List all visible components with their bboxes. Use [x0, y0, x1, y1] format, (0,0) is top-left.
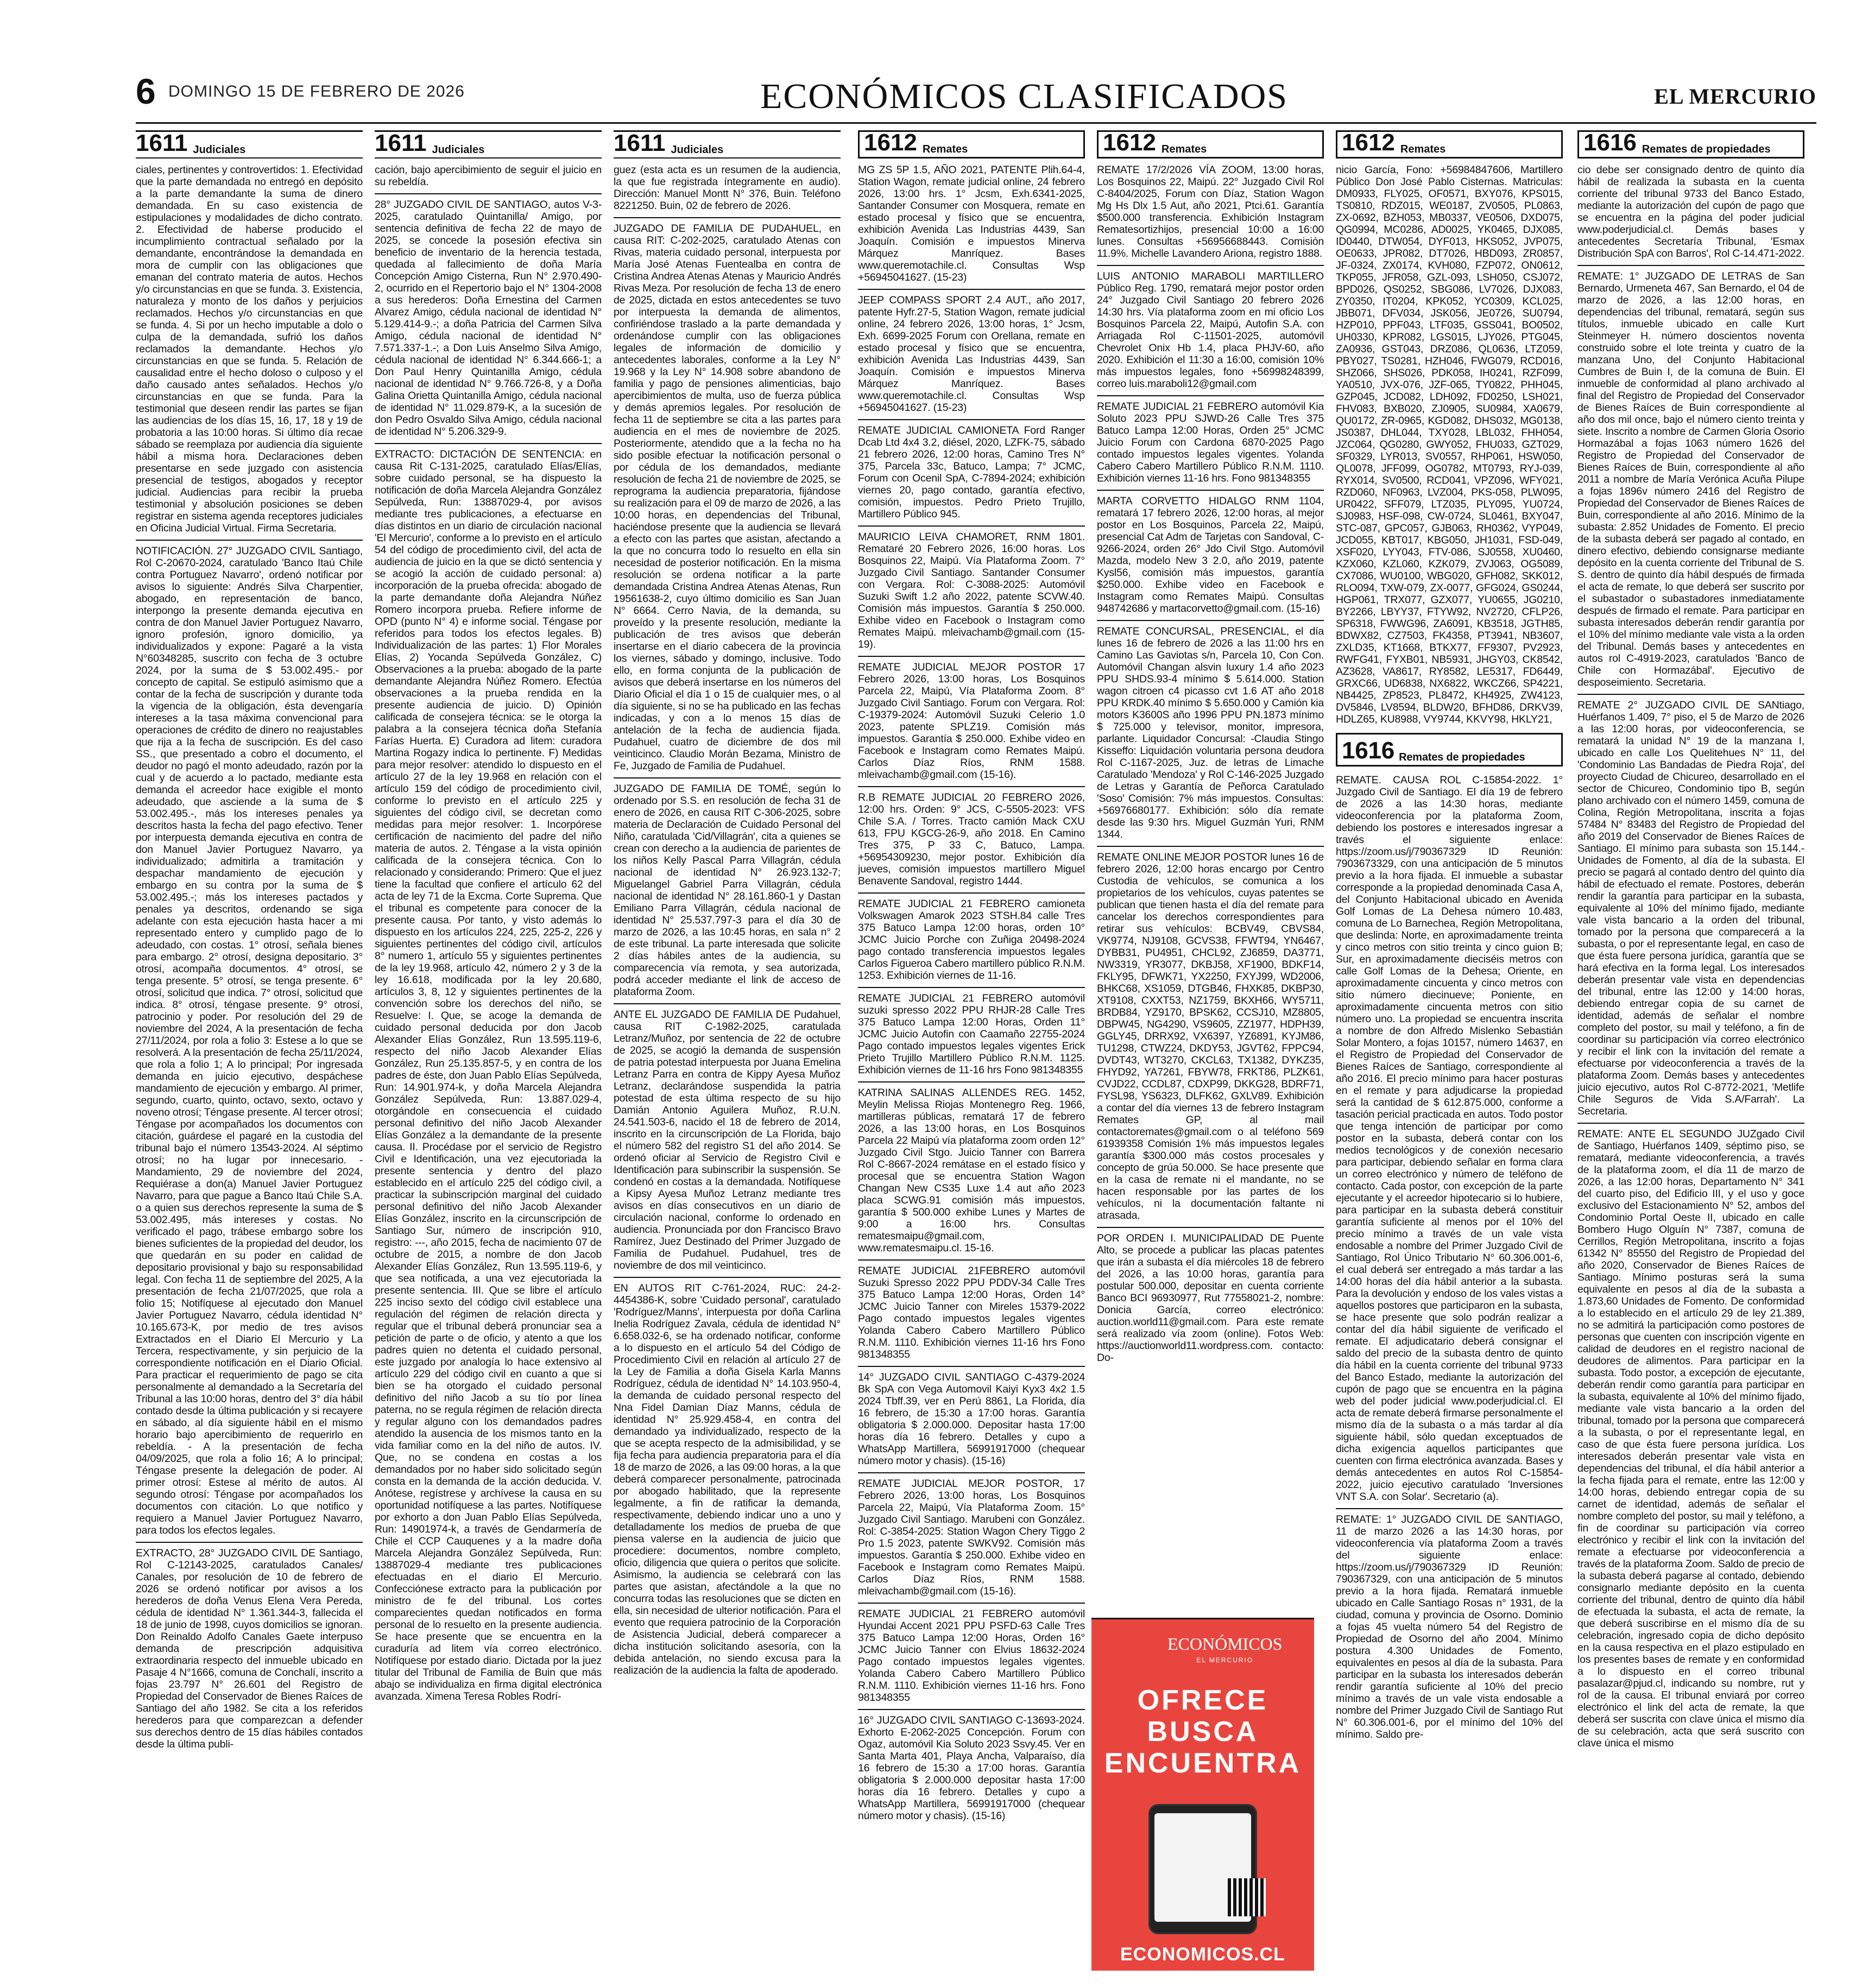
notice-separator [858, 1472, 1085, 1473]
classified-notice: REMATE JUDICIAL 21 FEBRERO automóvil suzuki spresso 2022 PPU RHJR-28 Calle Tres 375 Batuco Lampa 12:00 Horas, Orden 11° JCMC Juicio Autofin con Caamaño 22755-2024 Pago contado impuestos legales vigentes Erick Prieto Trujillo Martillero Público R.N.M. 1125. Exhibición viernes de 11-16 hrs Fono 981348355 [858, 992, 1085, 1076]
newspaper-brand: EL MERCURIO [1654, 84, 1816, 109]
notice-separator [1097, 265, 1324, 266]
notice-separator [858, 1259, 1085, 1261]
page-date: DOMINGO 15 DE FEBRERO DE 2026 [168, 83, 465, 100]
classified-notice: REMATE ONLINE MEJOR POSTOR lunes 16 de febrero 2026, 12:00 horas encargo por Centro Custodia de vehículos, se comunica a los propietarios de los vehículos, cuyas patentes se publican que tienen hasta el día del remate para cancelar los derechos correspondientes para retirar sus vehículos: BCBV49, CBVS84, VK9774, NJ9108, GCVS38, FFWT94, YN6467, DYBB31, PU4951, CHCL92, ZJ6859, DA3771, NW3319, YR3077, DKBJ58, XF1900, BDKF14, FKLY95, DFWK71, YX2250, FXYJ99, WD2006, BHKC68, XS1059, DTGB46, FHXK85, DKBP30, XT9108, CXXT53, NZ1759, BKXH66, WY5711, BRDB84, YZ9170, BPSK62, CCSJ10, MZ8805, DBPW45, NG4290, VS9605, ZZ1977, HDPH39, GGLY45, DRRX92, VX6397, YZ6891, KYJM86, TU1298, CTWZ24, DKDY53, JGVT62, FPPC94, DVDT43, WT3270, CKCL63, TX1382, DYKZ35, FHYD92, YA7261, FBYW78, FRKT86, PLZK61, CVJD22, CCDL87, CDXP99, DKKG28, BDRF71, FYSL98, YS6323, DLFK62, GXLV89. Exhibición a contar del día viernes 13 de febrero Instagram Remates GP, al mail contactoremates@gmail.com o al teléfono 569 61939358 Comisión 1% más impuestos legales garantía $300.000 más costos procesales y concepto de grúa 50.000. Se hace presente que en la casa de remate ni el mandante, no se hacen responsable por las partes de los vehículos, ni la documentación faltante ni atrasada. [1097, 851, 1324, 1221]
classified-notice: REMATE: ANTE EL SEGUNDO JUZgado Civil de Santiago, Huérfanos 1409, séptimo piso, se rematará, mediante videoconferencia, a través de la plataforma zoom, el día 11 de marzo de 2026, a las 12:00 horas, Departamento N° 341 del cuarto piso, del Edificio III, y el uso y goce exclusivo del Estacionamiento N° 52, ambos del Condominio Portal Oeste II, ubicado en calle Bombero Hugo Olguín N° 7387, comuna de Cerrillos, Región Metropolitana, inscrito a fojas 61342 N° 85550 del Registro de Propiedad del año 2020, Conservador de Bienes Raíces de Santiago. Mínimo posturas será la suma equivalente en pesos al día de la subasta a 1.873,60 Unidades de Fomento. De conformidad a lo establecido en el artículo 29 de ley 21.389, no se admitirá la participación como postores de personas que cuenten con inscripción vigente en calidad de deudores en el registro nacional de deudores de alimentos. Para participar en la subasta. Todo postor, a excepción de ejecutante, deberán rendir como garantía para participar en la subasta, equivalente al 10% del mínimo fijado, mediante vale vista bancario a la orden del tribunal, tomado por la persona que comparecerá a la subasta, o por el representante legal, en caso de que ésta fuere persona jurídica. Los interesados deberán presentar vale vista en dependencias del tribunal, el día hábil anterior a la fecha fijada para el remate, entre las 12:00 y 14:00 horas, debiendo entregar copia de su carnet de identidad, además de señalar el nombre completo del postor, su mail y teléfono, a fin de coordinar su participación vía correo electrónico y recibir el link con la invitación del remate a efectuarse por videoconferencia a través de la plataforma Zoom. Saldo de precio de la subasta deberá pagarse al contado, debiendo consignarlo mediante depósito en la cuenta corriente del tribunal, dentro de quinto día hábil de efectuada la subasta, el acta de remate, la que deberá suscribirse en el mismo día de su celebración, ingresado copia de dicho depósito en la causa respectiva en el plazo estipulado en los presentes bases de remate y en conformidad a lo dispuesto en el correo tribunal pasalazar@pjud.cl, indicando su nombre, rut y rol de la causa. El tribunal enviará por correo electrónico el link del acta de remate, la que deberá ser suscrita con clave única el mismo día de su celebración, acta que será suscrito con clave única el mismo [1577, 1128, 1804, 1749]
column-3 [614, 130, 841, 1987]
classified-notice: 28° JUZGADO CIVIL DE SANTIAGO, autos V-3-2025, caratulado Quintanilla/ Amigo, por sentencia definitiva de fecha 22 de mayo de 2025, se concede la posesión efectiva sin beneficio de inventario de la herencia testada, quedada al fallecimiento de doña María Concepción Amigo Cisterna, Run N° 2.970.490-2, ocurrido en el Repertorio bajo el N° 1304-2008 a sus herederos: Doña Ernestina del Carmen Alvarez Amigo, cédula nacional de identidad N° 5.129.414-9.-; a doña Patricia del Carmen Silva Amigo, cédula nacional de identidad N° 7.571.337-1.-; a Don Luis Anselmo Silva Amigo, cédula nacional de identidad N° 6.344.666-1; a Don Paul Henry Quintanilla Amigo, cédula nacional de identidad N° 9.766.726-8, y a Doña Galina Orietta Quintanilla Amigo, cédula nacional de identidad N° 11.029.879-K, a la sucesión de don Pedro Osvaldo Silva Amigo, cédula nacional de identidad N° 5.206.329-9. [375, 199, 602, 438]
classified-notice: JUZGADO DE FAMILIA DE PUDAHUEL, en causa RIT: C-202-2025, caratulado Atenas con Rivas, materia cuidado personal, interpuesta por María José Atenas Fuentealba en contra de Cristina Andrea Atenas Atenas y Mauricio Andrés Rivas Meza. Por resolución de fecha 13 de enero de 2025, dictada en estos antecedentes se tuvo por interpuesta la demanda de alimentos, confiriéndose traslado a la parte demandada y ordenándose cumplir con las obligaciones legales de información de domicilio y antecedentes laborales, conforme a la Ley N° 19.968 y la Ley N° 14.908 sobre abandono de familia y pago de pensiones alimenticias, bajo apercibimientos de multa, uso de fuerza pública y demás apremios legales. Por resolución de fecha 11 de septiembre se cita a las partes para audiencia en el mes de noviembre de 2025. Posteriormente, atendido que a la fecha no ha sido posible efectuar la notificación personal o por cédula de los demandados, mediante resolución de fecha 21 de noviembre de 2025, se reprograma la audiencia preparatoria, fijándose su realización para el 09 de marzo de 2026, a las 10:00 horas, en dependencias del Tribunal, haciéndose presente que la audiencia se llevará a efecto con las partes que asistan, afectando a la que no concurra todo lo resuelto en ella sin necesidad de posterior notificación. En la misma resolución se ordena notificar a la parte demandada Cristina Andrea Atenas Atenas, Run 19561638-2, cuyo último domicilio es San Juan N° 6664. Cerro Navia, de la demanda, su proveído y la presente resolución, mediante la publicación de tres avisos que deberán insertarse en el diario cabecera de la provincia los viernes, sábado y domingo, inclusive. Todo ello, en forma conjunta de la publicación de avisos que deberá insertarse en los números del Diario Oficial el día 1 o 15 de cualquier mes, o al día siguiente, si no se ha publicado en las fechas indicadas, y con a lo menos 15 días de antelación de la fecha de audiencia fijada. Pudahuel, cuatro de diciembre de dos mil veinticinco. Claudio Morán Bezama, Ministro de Fe, Juzgado de Familia de Pudahuel. [614, 223, 841, 772]
column-text [136, 164, 363, 1750]
section-name: Remates de propiedades [1642, 143, 1771, 155]
notice-separator [858, 419, 1085, 420]
classified-notice: LUIS ANTONIO MARABOLI MARTILLERO Público Reg. 1790, rematará mejor postor orden 24° Juzgado Civil Santiago 20 febrero 2026 14:30 hrs. Vía plataforma zoom en mi oficio Los Bosquinos Parcela 22, Maipú, Autofin S.A. con Arriagada Rol C-11501-2025, automóvil Chevrolet Onix Hb 1.4, placa PHJV-60, año 2020. Exhibición el 11:30 a 16:00, comisión 10% más impuestos legales, fono +56998248399, correo luis.maraboli12@gmail.com [1097, 270, 1324, 390]
classified-notice: KATRINA SALINAS ALLENDES REG. 1452, Meylin Melissa Riojas Montenegro Reg. 1966, martilleras públicas, rematará 17 de febrero 2026, a las 13:00 horas, en Los Bosquinos Parcela 22 Maipú vía plataforma zoom orden 12° Juzgado Civil Stgo. Juicio Tanner con Barrera Rol C-8667-2024 remátase en el estado físico y procesal que se encuentra Station Wagon Changan New CS35 Luxe 1.4 aut año 2023 placa SCWG.91 comisión más impuestos, garantía $ 500.000 exhibe Lunes y Martes de 9:00 a 16:00 hrs. Consultas rematesmaipu@gmail.com, www.rematesmaipu.cl. 15-16. [858, 1087, 1085, 1254]
classified-notice: 16° JUZGADO CIVIL SANTIAGO C-13693-2024. Exhorto E-2062-2025 Concepción. Forum con Ogaz, automóvil Kia Soluto 2023 Ssvy.45. Ver en Santa Marta 401, Playa Ancha, Valparaíso, día 16 febrero de 15:30 a 17:00 horas. Garantía obligatoria $ 2.000.000 depositar hasta 17:00 horas día 16 febrero. Detalles y cupo a WhatsApp Martillera, 56991917000 (chequear número motor y chasis). (15-16) [858, 1714, 1085, 1822]
notice-separator [858, 1709, 1085, 1710]
notice-separator [1336, 1508, 1563, 1509]
section-name: Remates de propiedades [1399, 751, 1525, 763]
notice-separator [136, 1542, 363, 1543]
section-title: ECONÓMICOS CLASIFICADOS [760, 77, 1288, 116]
section-code: 1612 [1103, 130, 1156, 156]
section-code: 1611 [136, 130, 188, 156]
section-name: Judiciales [193, 144, 246, 156]
notice-separator [858, 656, 1085, 657]
notice-separator [136, 540, 363, 541]
section-name: Remates [1161, 143, 1207, 155]
section-code: 1612 [1342, 130, 1395, 156]
page-header [136, 60, 1816, 141]
phone-icon [1148, 1804, 1257, 1934]
section-code: 1616 [1342, 737, 1395, 764]
notice-separator [858, 1603, 1085, 1604]
column-section-header [1577, 130, 1804, 159]
classified-notice: 14° JUZGADO CIVIL SANTIAGO C-4379-2024 Bk SpA con Vega Automovil Kaiyi Kyx3 4x2 1.5 2024 Tbff.39, ver en Perú 8861, La Florida, día 16 febrero, de 15:30 a 17:00 horas. Garantía obligatoria $ 2.000.000. Depositar hasta 17:00 horas día 16 febrero. Detalles y cupo a WhatsApp Martillera, 56991917000 (chequear número motor y chasis). (15-16) [858, 1371, 1085, 1467]
economicos-advertisement[interactable] [1091, 1618, 1314, 1971]
notice-separator [614, 217, 841, 218]
column-text [1577, 164, 1804, 1749]
ad-logo: ECONÓMICOS EL MERCURIO [1167, 1634, 1283, 1664]
notice-separator [1577, 1123, 1804, 1124]
notice-separator [1097, 620, 1324, 621]
notice-separator [614, 1277, 841, 1278]
notice-separator [1097, 395, 1324, 396]
classified-notice: guez (esta acta es un resumen de la audiencia, la que fue registrada íntegramente en audio). Dirección: Manuel Montt N° 376, Buin. Teléfono 8221250. Buin, 02 de febrero de 2026. [614, 164, 841, 212]
notice-separator [375, 443, 602, 444]
notice-separator [858, 987, 1085, 988]
column-section-header [858, 130, 1085, 159]
column-section-header [1097, 130, 1324, 159]
page-number: 6 [136, 71, 156, 111]
column-7 [1577, 130, 1804, 1987]
header-rule [136, 122, 1816, 124]
column-section-header [614, 130, 841, 159]
notice-separator [1577, 694, 1804, 695]
column-text [1336, 164, 1563, 1740]
notice-separator [858, 1366, 1085, 1367]
classified-notice: MG ZS 5P 1.5, AÑO 2021, PATENTE Plih.64-4, Station Wagon, remate judicial online, 24 febrero 2026, 13:00 hrs. 1° Jcsm, Exh.6341-2025, Santander Consumer con Mosquera, remate en estado procesal y físico que se encuentra, exhibición Avenida Las Industrias 4439, San Joaquín. Comisión e impuestos Minerva Márquez Manríquez. Bases www.queremotachile.cl. Consultas Wsp +56945041627. (15-23) [858, 164, 1085, 283]
section-name: Judiciales [671, 144, 724, 156]
column-section-header [375, 130, 602, 159]
notice-separator [375, 193, 602, 194]
column-6 [1336, 130, 1563, 1987]
notice-separator [858, 786, 1085, 787]
classified-notice: MARTA CORVETTO HIDALGO RNM 1104, rematará 17 febrero 2026, 12:00 horas, al mejor postor en Los Bosquinos, Parcela 22, Maipú, presencial Cat Adm de Tarjetas con Sandoval, C-9266-2024, orden 26° Jdo Civil Stgo. Automóvil Mazda, modelo New 3 2.0, año 2019, patente Kysl56, comisión más impuestos, garantía $250.000. Exhibe video en Facebook e Instagram como Remates Maipú. Consultas 948742686 y martacorvetto@gmail.com. (15-16) [1097, 495, 1324, 615]
column-2 [375, 130, 602, 1987]
classified-notice: cación, bajo apercibimiento de seguir el juicio en su rebeldía. [375, 164, 602, 188]
notice-separator [1577, 265, 1804, 266]
notice-separator [858, 289, 1085, 290]
classified-notice: JUZGADO DE FAMILIA DE TOMÉ, según lo ordenado por S.S. en resolución de fecha 31 de enero de 2026, en causa RIT C-306-2025, sobre materia de Declaración de Cuidado Personal del Niño, caratulada 'Cid/Villagrán', cita a quienes se crean con derecho a la audiencia de parientes de los niños Kelly Pascal Parra Villagrán, cédula nacional de identidad N° 26.923.132-7; Miguelangel Gabriel Parra Villagrán, cédula nacional de identidad N° 28.161.860-1 y Dastan Emiliano Parra Villagrán, cédula nacional de identidad N° 25.537.797-3 para el día 30 de marzo de 2026, a las 10:45 horas, en sala n° 2 de este tribunal. La parte interesada que solicite 2 días hábiles antes de la audiencia, su comparecencia vía remota, y sea autorizada, podrá acceder mediante el link de acceso de plataforma Zoom. [614, 783, 841, 998]
notice-separator [614, 777, 841, 778]
classified-notice: R.B REMATE JUDICIAL 20 FEBRERO 2026, 12:00 hrs. Orden: 9° JCS, C-5505-2023: VFS Chile S.A. / Torres. Tracto camión Mack CXU 613, FPU KGCG-26-9, año 2018. En Camino Tres 375, P 33 C, Batuco, Lampa. +56954309230, mejor postor. Exhibición día jueves, comisión impuestos martillero Miguel Benavente Sandoval, registro 1444. [858, 792, 1085, 887]
phone-screen [1154, 1813, 1251, 1922]
subsection-header [1336, 733, 1563, 767]
ad-url[interactable]: ECONOMICOS.CL [1120, 1944, 1285, 1965]
column-1 [136, 130, 363, 1987]
classified-notice: REMATE JUDICIAL CAMIONETA Ford Ranger Dcab Ltd 4x4 3.2, diésel, 2020, LZFK-75, sábado 21 febrero 2026, 12:00 horas, Camino Tres N° 375, Parcela 33c, Batuco, Lampa; 7° JCMC, Forum con Ocenil SpA, C-7894-2024; exhibición viernes 20, pago contado, garantía efectivo, comisión, impuestos. Pedro Prieto Trujillo, Martillero Público 945. [858, 425, 1085, 520]
classified-notice: EXTRACTO, 28° JUZGADO CIVIL DE Santiago, Rol C-12143-2025, caratulados Canales/ Canales, por resolución de 10 de febrero de 2026 se ordenó notificar por avisos a los herederos de doña Venus Elena Vera Pereda, cédula de identidad N° 1.361.344-3, fallecida el 18 de junio de 1998, cuyos domicilios se ignoran. Don Reinaldo Adolfo Canales Gaete interpuso demanda de prescripción adquisitiva extraordinaria respecto del inmueble ubicado en Pasaje 4 N°1666, comuna de Conchalí, inscrito a fojas 23.797 N° 26.601 del Registro de Propiedad del Conservador de Bienes Raíces de Santiago del año 1982. Se cita a los referidos herederos para que comparezcan a defender sus derechos dentro de 15 días hábiles contados desde la última publi- [136, 1547, 363, 1750]
notice-separator [858, 1081, 1085, 1082]
classified-notice: REMATE: 1° JUZGADO CIVIL DE SANTIAGO, 11 de marzo 2026 a las 14:30 horas, por videoconferencia vía plataforma Zoom a través del siguiente enlace: https://zoom.us/j/790367329 ID Reunión: 790367329, con una anticipación de 5 minutos previo a la hora fijada. Rematará inmueble ubicado en Calle Santiago Rosas n° 1931, de la ciudad, comuna y provincia de Osorno. Dominio a fojas 45 vuelta número 54 del Registro de Propiedad de Osorno del año 2004. Mínimo postura 4.300 Unidades de Fomento, equivalentes en pesos al día de la subasta. Para participar en la subasta los interesados deberán rendir garantía suficiente al 10% del precio mínimo a través de un vale vista endosable a nombre del Primer Juzgado Civil de Santiago Rut N° 60.306.001-6, por el mínimo del 10% del mínimo. Saldo pre- [1336, 1514, 1563, 1740]
classified-notice: REMATE: 1° JUZGADO DE LETRAS de San Bernardo, Urmeneta 467, San Bernardo, el 04 de marzo de 2026, a las 12:00 horas, en dependencias del tribunal, rematará, según sus títulos, inmueble ubicado en calle Kurt Steinmeyer H. número doscientos noventa construido sobre el lote treinta y cuatro de la manzana Uno, del Conjunto Habitacional Cumbres de Buin I, de la comuna de Buin. El inmueble de conformidad al plano archivado al final del Registro de Propiedad del Conservador de Bienes Raíces de Buin correspondiente al año dos mil once, bajo el número ciento treinta y siete. Inscrito a nombre de Carmen Gloria Osorio Hormazábal a fojas 1063 número 1626 del Registro de Propiedad del Conservador de Bienes Raíces de Buin, correspondiente al año 2011 a nombre de María Verónica Acuña Pilupe a fojas 1896v número 2416 del Registro de Propiedad del Conservador de Bienes Raíces de Buin, correspondiente al año 2016. Mínimo de la subasta: 2.852 Unidades de Fomento. El precio de la subasta deberá ser pagado al contado, en dinero efectivo, debiendo consignarse mediante depósito en la cuenta corriente del Tribunal de S. S. dentro de quinto día hábil después de firmada el acta de remate, lo que deberá ser suscrito por el subastador o subastadores inmediatamente después de firmado el remate. Para participar en subasta interesados deberán rendir garantía por el 10% del mínimo mediante vale vista a la orden del Tribunal. Demás bases y antecedentes en autos rol C-4919-2023, caratulados 'Banco de Chile con Hormazábal'. Ejecutivo de desposeimiento. Secretaria. [1577, 270, 1804, 688]
classified-notice: REMATE JUDICIAL 21 FEBRERO automóvil Hyundai Accent 2021 PPU PSFD-63 Calle Tres 375 Batuco Lampa 12:00 Horas, Orden 16° JCMC Juicio Tanner con Elvius 18632-2024 Pago contado impuestos legales vigentes. Yolanda Cabero Cabero Martillero Público R.N.M. 1110. Exhibición viernes 11-16 hrs. Fono 981348355 [858, 1608, 1085, 1704]
notice-separator [858, 892, 1085, 894]
classified-notice: NOTIFICACIÓN. 27° JUZGADO CIVIL Santiago, Rol C-20670-2024, caratulado 'Banco Itaú Chile contra Portuguez Navarro', ordenó notificar por avisos lo siguiente: Andrés Silva Charpentier, abogado, en representación de banco, interpongo la presente demanda ejecutiva en contra de don Manuel Javier Portuguez Navarro, ignoro profesión, ignoro domicilio, ya individualizados y expone: Pagaré a la vista N°60348285, suscrito con fecha de 3 octubre 2024, por la suma de $ 53.002.495.- por concepto de capital. Se estipuló asimismo que a contar de la fecha de suscripción y durante toda la vigencia de la obligación, ésta devengaría intereses a la tasa máxima convencional para operaciones de crédito de dinero no reajustables que rija a la fecha de suscripción. Es del caso SS., que presentado a cobro el documento, el deudor no pagó el monto adeudado, razón por la cual y de acuerdo a lo pactado, mediante esta demanda el acreedor hace exigible el monto adeudado, que asciende a la suma de $ 53.002.495.-, más los intereses penales ya descritos hasta la fecha del pago efectivo. Tener por interpuesta demanda ejecutiva en contra de don Manuel Javier Portuguez Navarro, ya individualizado; admitirla a tramitación y despachar mandamiento de ejecución y embargo en su contra por la suma de $ 53.002.495.-; más los intereses pactados y penales ya descritos, ordenando se siga adelante con esta ejecución hasta hacer a mi representado entero y cumplido pago de lo adeudado, con costas. 1° otrosí, señala bienes para embargo. 2° otrosí, designa depositario. 3° otrosí, acompaña documentos. 4° otrosí, se tenga presente. 5° otrosí, se tenga presente. 6° otrosí, solicitud que indica. 7° otrosí, solicitud que indica. 8° otrosí, téngase presente. 9° otrosí, patrocinio y poder. Por resolución del 29 de noviembre del 2024, A la presentación de fecha 27/11/2024, por rola a folio 3: Estese a lo que se resolverá. A la presentación de fecha 25/11/2024, que rola a folio 1; A lo principal; Por ingresada demanda en juicio ejecutivo, despáchese mandamiento de ejecución y embargo. Al primer, segundo, cuarto, quinto, octavo, sexto, octavo y noveno otrosí; Téngase presente. Al tercer otrosí; Téngase por acompañados los documentos con citación, guárdese el pagaré en la custodia del tribunal bajo el número 13543-2024. Al séptimo otrosí; no ha lugar por innecesario. - Mandamiento, 29 de noviembre del 2024, Requiérase a don(a) Manuel Javier Portuguez Navarro, para que pague a Banco Itaú Chile S.A. o a quien sus derechos represente la suma de $ 53.002.495, más intereses y costas. No verificado el pago, trábese embargo sobre los bienes suficientes de la propiedad del deudor, los que quedarán en su poder en calidad de depositario provisional y bajo su responsabilidad legal. Con fecha 11 de septiembre del 2025, A la presentación de fecha 21/07/2025, que rola a folio 15; Notifíquese al ejecutado don Manuel Javier Portuguez Navarro, cédula identidad N° 10.165.673-K, por medio de tres avisos Extractados en el Diario El Mercurio y La Tercera, respectivamente, y sin perjuicio de la correspondiente notificación en el Diario Oficial. Para practicar el requerimiento de pago se cita personalmente al demandado a la Secretaría del Tribunal a las 10:00 horas, dentro del 3° día hábil contado desde la última publicación y si recayere en sábado, al día siguiente hábil en el mismo horario bajo apercibimiento de requerirlo en rebeldía. - A la presentación de fecha 04/09/2025, que rola a folio 16; A lo principal; Téngase presente la delegación de poder. Al primer otrosí: Estese al mérito de autos. Al segundo otrosí: Téngase por acompañados los documentos con citación. Lo que notifico y requiero a Manuel Javier Portuguez Navarro, para todos los efectos legales. [136, 545, 363, 1536]
notice-separator [1097, 1227, 1324, 1228]
classified-notice: MAURICIO LEIVA CHAMORET, RNM 1801. Remataré 20 Febrero 2026, 16:00 horas. Los Bosquinos 22, Maipú. Vía Plataforma Zoom. 7° Juzgado Civil Santiago. Santander Consumer con Vergara. Rol: C-3088-2025: Automóvil Suzuki Swift 1.2 año 2022, patente SCVW.40. Comisión más impuestos. Garantía $ 250.000. Exhibe video en Facebook o Instagram como Remates Maipú. mleivachamb@gmail.com (15-19). [858, 531, 1085, 650]
classified-notice: EXTRACTO: DICTACIÓN DE SENTENCIA: en causa Rit C-131-2025, caratulado Elías/Elías, sobre cuidado personal, se ha dispuesto la notificación de doña Marcela Alejandra González Sepúlveda, Run: 13887029-4, por avisos mediante tres publicaciones, a efectuarse en días distintos en un diario de circulación nacional 'El Mercurio', conforme a lo previsto en el artículo 54 del código de procedimiento civil, del acta de audiencia de juicio en la que se dictó sentencia y se acogió la acción de cuidado personal: a) incorporación de la prueba ofrecida: abogado de la parte demandante doña Alejandra Núñez Romero incorpora prueba. Refiere informe de OPD (punto N° 4) e informe social. Téngase por referidos para todos los efectos legales. B) Individualización de las partes: 1) Flor Morales Elías, 2) Yocanda Sepúlveda González, C) Observaciones a la prueba: abogado de la parte demandante Alejandra Núñez Romero. Efectúa observaciones a la prueba rendida en la presente audiencia de juicio. D) Opinión calificada de consejera técnica: se le otorga la palabra a la consejera técnica doña Stefanía Farías Huerta. E) Curadora ad litem: curadora Martina Rogazy indica lo pertinente. F) Medidas para mejor resolver: atendido lo dispuesto en el artículo 27 de la ley 19.968 en relación con el artículo 159 del código de procedimiento civil, conforme lo previsto en el artículo 225 y siguientes del código civil, se decretan como medidas para mejor resolver: 1. Incorpórese certificación de nacimiento del padre del niño materia de autos. 2. Téngase a la vista opinión calificada de la consejera técnica. Con lo relacionado y considerando: Primero: Que el juez tiene la facultad que confiere el artículo 62 del acta de ley 71 de la Excma. Corte Suprema. Que el tribunal es competente para conocer de la presente causa. Por tanto, y visto además lo dispuesto en los artículos 224, 225, 225-2, 226 y siguientes pertinentes del código civil, artículos 8° numero 1, artículo 55 y siguientes pertinentes de la ley 19.968, artículo 42, número 2 y 3 de la ley 16.618, modificada por la ley 20.680, artículos 3, 8, 12 y siguientes pertinentes de la convención sobre los derechos del niño, se Resuelve: I. Que, se acoge la demanda de cuidado personal deducida por don Jacob Alexander Elías González, Run 13.595.119-6, respecto del niño Jacob Alexander Elías González, Run 25.135.857-5, y en contra de los padres de éste, don Juan Pablo Elías Sepúlveda, Run: 14.901.974-k, y doña Marcela Alejandra González Sepúlveda, Run: 13.887.029-4, otorgándole en consecuencia el cuidado personal definitivo del niño Jacob Alexander Elías González a la demandante de la presente causa. II. Procédase por el servicio de Registro Civil e Identificación, una vez ejecutoriada la presente sentencia y dentro del plazo establecido en el artículo 225 del código civil, a practicar la subinscripción marginal del cuidado personal definitivo del niño Jacob Alexander Elías González, inscrito en la circunscripción de Santiago Sur, número de inscripción 910, registro: ---, año 2015, fecha de nacimiento 07 de octubre de 2015, a nombre de don Jacob Alexander Elías González, Run 13.595.119-6, y que sea notificada, a una vez ejecutoriada la presente sentencia. III. Que se libre el artículo 225 inciso sexto del código civil establece una regulación del régimen de relación directa y regular que el tribunal deberá pronunciar sea a petición de parte o de oficio, y atento a que los padres quien no detenta el cuidado personal, este juzgado por analogía lo hace extensivo al artículo 229 del código civil en cuanto a que si bien se ha otorgado el cuidado personal definitivo del niño Jacob a su tío por línea paterna, no se regula régimen de relación directa y regular alguno con los demandados padres atendido la ausencia de los mismos tanto en la vida familiar como en la del niño de autos. IV. Que, no se condena en costas a los demandados por no haber sido solicitado según consta en la demanda de la acción deducida. V. Anótese, regístrese y archívese la causa en su oportunidad notifíquese a las partes. Notifíquese por exhorto a don Juan Pablo Elías Sepúlveda, Run: 14901974-k, a través de Gendarmería de Chile el CCP Cauquenes y a la madre doña Marcela Alejandra González Sepúlveda, Run: 13887029-4 mediante tres publicaciones efectuadas en el diario El Mercurio. Confecciónese extracto para la publicación por ministro de fe del tribunal. Los cortes comparecientes quedan notificados en forma personal de lo resuelto en la presente audiencia. Se hace presente que se encuentra en la curaduría ad litem vía correo electrónico. Notifíquese por estado diario. Dictada por la juez titular del Tribunal de Familia de Buin que más abajo se individualiza en firma digital electrónica avanzada. Ximena Teresa Robles Rodrí- [375, 448, 602, 1702]
classified-notice: REMATE JUDICIAL MEJOR POSTOR, 17 Febrero 2026, 13:00 horas, Los Bosquinos Parcela 22, Maipú, Vía Plataforma Zoom. 15° Juzgado Civil Santiago. Marubeni con González. Rol: C-3854-2025: Station Wagon Chery Tiggo 2 Pro 1.5 2023, patente SWKV92. Comisión más impuestos. Garantía $ 250.000. Exhibe video en Facebook e Instagram como Remates Maipú. Carlos Díaz Ríos, RNM 1588. mleivachamb@gmail.com (15-16). [858, 1478, 1085, 1597]
column-section-header [1336, 130, 1563, 159]
column-section-header [136, 130, 363, 159]
classified-notice: POR ORDEN I. MUNICIPALIDAD DE Puente Alto, se procede a publicar las placas patentes que irán a subasta el día miércoles 18 de febrero del 2026, a las 10:00 horas, garantía para postular 500.000, depositar en cuenta corriente Banco BCI 96930977, Rut 77558021-2, nombre: Donicia García, correo electrónico: auction.world11@gmail.com. Para este remate será realizado vía zoom (online). Fotos Web: https://auctionworld11.wordpress.com. contacto: Do- [1097, 1232, 1324, 1364]
column-4 [858, 130, 1085, 1987]
section-name: Remates [922, 143, 968, 155]
classified-notice: REMATE. CAUSA ROL C-15854-2022. 1° Juzgado Civil de Santiago. El día 19 de febrero de 2026 a las 14:30 horas, mediante videoconferencia por la plataforma Zoom, debiendo los postores e interesados ingresar a través el siguiente enlace: https://zoom.us/j/790367329 ID Reunión: 7903673329, con una anticipación de 5 minutos previo a la hora fijada. El inmueble a subastar corresponde a la propiedad denominada Casa A, del Conjunto Habitacional ubicado en Avenida Golf Lomas de La Dehesa número 10.483, comuna de Lo Barnechea, Región Metropolitana, que deslinda: Norte, en aproximadamente treinta y cinco metros con sitio treinta y cinco guion B; Sur, en aproximadamente dieciséis metros con calle Golf Lomas de la Dehesa; Oriente, en aproximadamente cincuenta y cinco metros con sitio número diecinueve; Poniente, en aproximadamente cincuenta metros con sitio número uno. La propiedad se encuentra inscrita a nombre de don Alfredo Mislenko Sebastián Solar Montero, a fojas 10157, número 14637, en el Registro de Propiedad del Conservador de Bienes Raíces de Santiago, correspondiente al año 2016. El precio mínimo para hacer posturas en el remate y para adjudicarse la propiedad será la cantidad de $ 612.875.000, conforme a tasación pericial practicada en autos. Todo postor que tenga intención de participar por como postor en la subasta, deberá contar con los medios tecnológicos y de conexión necesario para participar, debiendo señalar en forma clara un correo electrónico y número de teléfono de contacto. Cada postor, con excepción de la parte ejecutante y el acreedor hipotecario si lo hubiere, para participar en la subasta deberá constituir garantía suficiente al menos por el 10% del precio mínimo a través de un vale vista endosable a nombre del Primer Juzgado Civil de Santiago, Rol Único Tributario N° 60.306.001-6, el cual deberá ser entregado a más tardar a las 14:00 horas del día hábil anterior a la subasta. Para la devolución y endoso de los vales vistas a aquellos postores que participaron en la subasta, se hace presente que solo podrán realizar a contar del día hábil siguiente de verificado el remate. El adjudicatario deberá consignar el saldo del precio de la subasta dentro de quinto día hábil en la cuenta corriente del tribunal 9733 del Banco Estado, mediante la autorización del cupón de pago que se encuentra en la página web del poder judicial www.poderjudicial.cl. El acta de remate deberá firmarse personalmente el mismo día de la subasta o a más tardar al día siguiente hábil, sólo quedan exceptuados de dicha exigencia aquellos participantes que cuenten con firma electrónica avanzada. Bases y demás antecedentes en autos Rol C-15854-2022, juicio ejecutivo caratulado 'Inversiones VNT S.A. con Solar'. Secretario (a). [1336, 774, 1563, 1503]
column-text [375, 164, 602, 1702]
classified-notice: REMATE JUDICIAL 21 FEBRERO camioneta Volkswagen Amarok 2023 STSH.84 calle Tres 375 Batuco Lampa 12:00 horas, orden 10° JCMC Juicio Porche con Zuñiga 20498-2024 pago contado transferencia impuestos legales Carlos Figueroa Cabero martillero público R.N.M. 1253. Exhibición viernes de 11-16. [858, 898, 1085, 982]
classified-notice: REMATE CONCURSAL, PRESENCIAL, el día lunes 16 de febrero de 2026 a las 11:00 hrs en Camino Las Gaviotas s/n, Parcela 10, Con Con. Automóvil Changan alsvin luxury 1.4 año 2023 PPU SHDS.93-4 mínimo $ 5.614.000. Station wagon citroen c4 picasso cvt 1.6 AT año 2018 PPU KRDK.40 mínimo $ 5.650.000 y Camión kia motors K3600S año 1996 PPU PN.1873 mínimo $ 725.000 y televisor, monitor, impresora, parlante. Liquidador Concursal: -Claudia Stingo Kisseffo: Liquidación voluntaria persona deudora Rol C-1167-2025, Juz. de letras de Limache Caratulado 'Mendoza' y Rol C-146-2025 Juzgado de Letras y Garantía de Peñorca Caratulado 'Soso' Comisión: 7% más impuestos. Consultas: +56976680177. Exhibición: sólo día remate desde las 9:30 hrs. Miguel Guzmán Yuri, RNM 1344. [1097, 625, 1324, 840]
classified-notice: EN AUTOS RIT C-761-2024, RUC: 24-2-4454386-K, sobre 'Cuidado personal', caratulado 'Rodríguez/Manns', interpuesta por doña Carlina Inelia Rodríguez Zavala, cédula de identidad N° 6.658.032-6, se ha ordenado notificar, conforme a lo dispuesto en el artículo 54 del Código de Procedimiento Civil en relación al artículo 27 de la Ley de Familia a doña Gisela Karla Manns Rodríguez, cédula de identidad N° 14.103.950-4, la demanda de cuidado personal respecto del Nna Fidel Damian Díaz Manns, cédula de identidad N° 25.929.458-4, en contra del demandado ya individualizado, respecto de la que se acepta respecto de la admisibilidad, y se fija fecha para audiencia preparatoria para el día 18 de marzo de 2026, a las 09:00 horas, a la que deberá comparecer personalmente, patrocinada por abogado habilitado, que la represente legalmente, a fin de ratificar la demanda, respectivamente, debiendo indicar uno a uno y detalladamente los medios de prueba de que piensa valerse en la audiencia de juicio que procediere: documentos, nombre completo, oficio, diligencia que quiera o peritos que solicite. Asimismo, la audiencia se celebrará con las partes que asistan, afectándole a la que no concurra todas las resoluciones que se dicten en ella, sin necesidad de ulterior notificación. Para el evento que requiera patrocinio de la Corporación de Asistencia Judicial, deberá comparecer a dicha institución solicitando asesoría, con la debida antelación, no siendo excusa para la realización de la audiencia la falta de apoderado. [614, 1282, 841, 1676]
qr-code-icon [1228, 1878, 1266, 1916]
notice-separator [1097, 490, 1324, 491]
classified-notice: REMATE JUDICIAL 21 FEBRERO automóvil Kia Soluto 2023 PPU SJWD-26 Calle Tres 375 Batuco Lampa 12:00 Horas, Orden 25° JCMC Juicio Forum con Cardona 6870-2025 Pago contado impuestos legales vigentes. Yolanda Cabero Cabero Martillero Público R.N.M. 1110. Exhibición viernes 11-16 hrs. Fono 981348355 [1097, 401, 1324, 484]
section-name: Remates [1400, 143, 1446, 155]
column-text [1097, 164, 1324, 1364]
classified-notice: REMATE JUDICIAL 21FEBRERO automóvil Suzuki Spresso 2022 PPU PDDV-34 Calle Tres 375 Batuco Lampa 12:00 Horas, Orden 14° JCMC Juicio Tanner con Mireles 15379-2022 Pago contado impuestos legales vigentes Yolanda Cabero Cabero Martillero Público R.N.M. 1110. Exhibición viernes 11-16 hrs Fono 981348355 [858, 1265, 1085, 1360]
column-text [858, 164, 1085, 1822]
classified-notice: JEEP COMPASS SPORT 2.4 AUT., año 2017, patente Hyfr.27-5, Station Wagon, remate judicial online, 24 febrero 2026, 13:00 horas, 1° Jcsm, Exh. 6699-2025 Forum con Orellana, remate en estado procesal y físico que se encuentra, exhibición Avenida Las Industrias 4439, San Joaquín. Comisión e impuestos Minerva Márquez Manríquez. Bases www.queremotachile.cl. Consultas Wsp +56945041627. (15-23) [858, 294, 1085, 414]
notice-separator [614, 1003, 841, 1004]
classified-notice: nicio García, Fono: +56984847606, Martillero Público Don José Pablo Cisternas. Matriculas: DM0933, FLY025, OF0571, BXY076, KPS015, TS0810, RDZ015, WE0187, ZV0505, PL0863, ZX-0692, BZH053, MB0337, VE0506, DXD075, QG0994, MC0286, AD0025, YK0465, DJX085, ID0440, DTW054, DYF013, HKS052, JVP075, OE0633, JPR082, DT7026, HBD093, ZR0857, JF-0324, ZX0174, KVH080, FZP072, ON0612, TKP055, JFR058, GZL-093, LSH050, CSJ072, BPD026, QS0252, SBG086, LV7026, DJX083, ZY0350, IT0204, KPK052, YC0309, KCL025, JBB071, DFV034, JSK056, JE0726, SU0794, HZP010, PPF043, LTF035, GSS041, BO0502, UH0330, KPR082, LGS015, LJY026, PTG045, ZA0936, GST043, DRZ086, QL0636, LTZ059, PBY027, TS0281, HZH046, FWG079, RCD016, SHZ066, SHS026, PDK058, IH0241, RZF099, YA0510, JVX-076, JZF-065, TY0822, PHH045, GZP045, JCD082, LDH092, FD0250, LSH021, FHV083, BXB020, ZJ0905, SU0984, XA0679, QU0172, ZR-0965, KGD082, DHS032, MG0138, JS0387, DHL044, TXY028, LBL032, FHH054, JZC064, QG0280, GWY052, FHU033, GZT029, SF0329, LYR013, SV0557, RHP061, HSW050, QL0078, JFF099, OG0782, MT0793, RYJ-039, RYX014, SV0500, RCD041, VPZ096, WFY021, RZD060, NF0963, LVZ004, PKS-058, PLW095, UR0422, SFF079, LTZ035, PLY095, YU0724, SJ0983, HSF-098, CW-0724, SL0461, BXY047, STC-087, GPC057, GJB063, RH0362, VYP049, JCD055, KBT017, KBG050, JH1031, FSD-049, XSF020, LYY043, FTV-086, SJ0558, XU0460, KZX060, KZL060, KZK079, ZVJ063, OG5089, CX7086, WU0100, WBG020, GFH082, SKK012, RLO094, TXW-079, ZX-0077, GFG024, GS0244, HGP061, TRX077, GZX077, YU0655, JG0210, BY2266, LBYY37, FTYW92, NV2720, CFLP26, SP6318, FWWG96, ZA6091, KB3518, JGTH85, BDWX82, CZ7503, FK4358, PT3941, NB3607, ZXLD35, KT1668, BTKX77, FF9307, PV2923, RWFG41, FYXB01, NB5931, JHGY03, CK8542, AZ3628, VA8617, RY8582, LE5317, FD6449, GRXC66, UD6838, NX6822, WKCZ66, SP4221, NB4425, ZP8523, PL8472, KH4925, ZW4123, DV5846, LV8594, BLDW20, BFHD86, DRKV39, HDLZ65, KU8988, VY9744, KKVY98, HKLY21, [1336, 164, 1563, 725]
section-code: 1612 [864, 130, 917, 156]
classified-notice: ciales, pertinentes y controvertidos: 1. Efectividad que la parte demandada no entregó en depósito a la parte demandante la suma de dinero demandada. En su caso existencia de estipulaciones y modalidades de dicho contrato. 2. Efectividad de haberse producido el incumplimiento contractual señalado por la demandante, encontrándose la demandada en mora de cumplir con las obligaciones que emanan del contrato materia de autos. Hechos y/o circunstancias en que se funda. 3. Existencia, naturaleza y monto de los daños y perjuicios reclamados. Hechos y/o circunstancias en que se funda. 4. Si por un hecho imputable a dolo o culpa de la demandada, sufrió los daños reclamados la demandante. Hechos y/o circunstancias en que se funda. 5. Relación de causalidad entre el hecho doloso o culposo y el daño causado antes señalados. Hechos y/o circunstancias en que se funda. Para la testimonial que deseen rendir las partes se fijan las audiencias de los días 15, 16, 17, 18 y 19 de probatoria a las 10:00 horas. Si último día recae sábado se reemplaza por audiencia día siguiente hábil a misma hora. Declaraciones deben presentarse en sede juzgado con asistencia presencial de testigos, abogados y receptor judicial. Audiencias para recibir la prueba testimonial y absolución posiciones se deben registrar en sistema agenda receptores judiciales en Oficina Judicial Virtual. Firma Secretaria. [136, 164, 363, 534]
column-text [614, 164, 841, 1676]
ad-slogan: OFRECE BUSCA ENCUENTRA [1104, 1685, 1302, 1779]
classified-notice: REMATE JUDICIAL MEJOR POSTOR 17 Febrero 2026, 13:00 horas, Los Bosquinos Parcela 22, Maipú, Vía Plataforma Zoom. 8° Juzgado Civil Santiago. Forum con Vergara. Rol: C-19379-2024: Automóvil Suzuki Celerio 1.0 2023, patente SPLZ19. Comisión más impuestos. Garantía $ 250.000. Exhibe video en Facebook e Instagram como Remates Maipú. Carlos Díaz Ríos, RNM 1588. mleivachamb@gmail.com (15-16). [858, 661, 1085, 781]
section-name: Judiciales [432, 144, 485, 156]
classified-notice: ANTE EL JUZGADO DE FAMILIA DE Pudahuel, causa RIT C-1982-2025, caratulada Letranz/Muñoz, por sentencia de 22 de octubre de 2025, se acogió la demanda de suspensión de patria potestad interpuesta por Juana Emelina Letranz Parra en contra de Kippy Ayesa Muñoz Letranz, declarándose suspendida la patria potestad de esta última respecto de su hijo Damián Antonio Aguilera Muñoz, R.U.N. 24.541.503-6, nacido el 18 de febrero de 2014, inscrito en la circunscripción de La Florida, bajo el número 582 del registro S1 del año 2014. Se ordenó oficiar al Servicio de Registro Civil e Identificación para subinscribir la suspensión. Se condenó en costas a la demandada. Notifíquese a Kipsy Ayesa Muñoz Letranz mediante tres avisos en días consecutivos en un diario de circulación nacional, conforme lo ordenado en audiencia. Pronunciada por don Francisco Bravo Ramírez, Juez Destinado del Primer Juzgado de Familia de Pudahuel. Pudahuel, tres de noviembre de dos mil veinticinco. [614, 1009, 841, 1271]
section-code: 1611 [375, 130, 427, 156]
notice-separator [1097, 846, 1324, 847]
classified-notice: cio debe ser consignado dentro de quinto día hábil de realizada la subasta en la cuenta corriente del tribunal 9733 del Banco Estado, mediante la autorización del cupón de pago que se encuentra en la página del poder judicial www.poderjudicial.cl. Demás bases y antecedentes Secretaría Tribunal, 'Esmax Distribución SpA con Barros', Rol C-14.471-2022. [1577, 164, 1804, 259]
classified-notice: REMATE 17/2/2026 VÍA ZOOM, 13:00 horas, Los Bosquinos 22, Maipú. 22° Juzgado Civil Rol C-8404/2025, Forum con Díaz, Station Wagon Mg Hs Dlx 1.5 Aut, año 2021, Ptci.61. Garantía $500.000 transferencia. Exhibición Instagram Rematesortizhijos, presencial 10:00 a 16:00 lunes. Consultas +56956688443. Comisión 11.9%. Michelle Lavandero Ariona, registro 1888. [1097, 164, 1324, 259]
section-code: 1616 [1583, 130, 1637, 156]
classified-notice: REMATE 2° JUZGADO CIVIL DE SANtiago, Huérfanos 1.409, 7° piso, el 5 de Marzo de 2026 a las 12:00 horas, por videoconferencia, se rematará la unidad N° 19 de la manzana I, ubicado en calle Los Quelitehues N° 11, del 'Condominio Las Bandadas de Piedra Roja', del proyecto Ciudad de Chicureo, desarrollado en el sector de Chicureo, Condominio tipo B, según plano archivado con el número 1459, comuna de Colina, Región Metropolitana, inscrita a fojas 57484 N° 83483 del Registro de Propiedad del año 2019 del Conservador de Bienes Raíces de Santiago. El mínimo para subasta son 15.144.- Unidades de Fomento, al día de la subasta. El precio se pagará al contado dentro del quinto día hábil de efectuado el remate. Postores, deberán rendir la garantía para participar en la subasta, equivalente al 10% del mínimo fijado, mediante vale vista bancario a la orden del tribunal, tomado por la persona que comparecerá a la subasta, o por el representante legal, en caso de que ésta fuere persona jurídica, garantía que se hará efectiva en la forma legal. Los interesados deberán presentar vale vista en dependencias del tribunal, entre las 12:00 y 14:00 horas, debiendo entregar copia de su carnet de identidad, además de señalar el nombre completo del postor, su mail y teléfono, a fin de coordinar su participación vía correo electrónico y recibir el link con la invitación del remate a efectuarse por videoconferencia a través de la plataforma Zoom. Demás bases y antecedentes juicio ejecutivo, autos Rol C-8772-2021, 'Metlife Chile Seguros de Vida S.A/Farrah'. La Secretaria. [1577, 699, 1804, 1117]
section-code: 1611 [614, 130, 666, 156]
notice-separator [858, 526, 1085, 527]
